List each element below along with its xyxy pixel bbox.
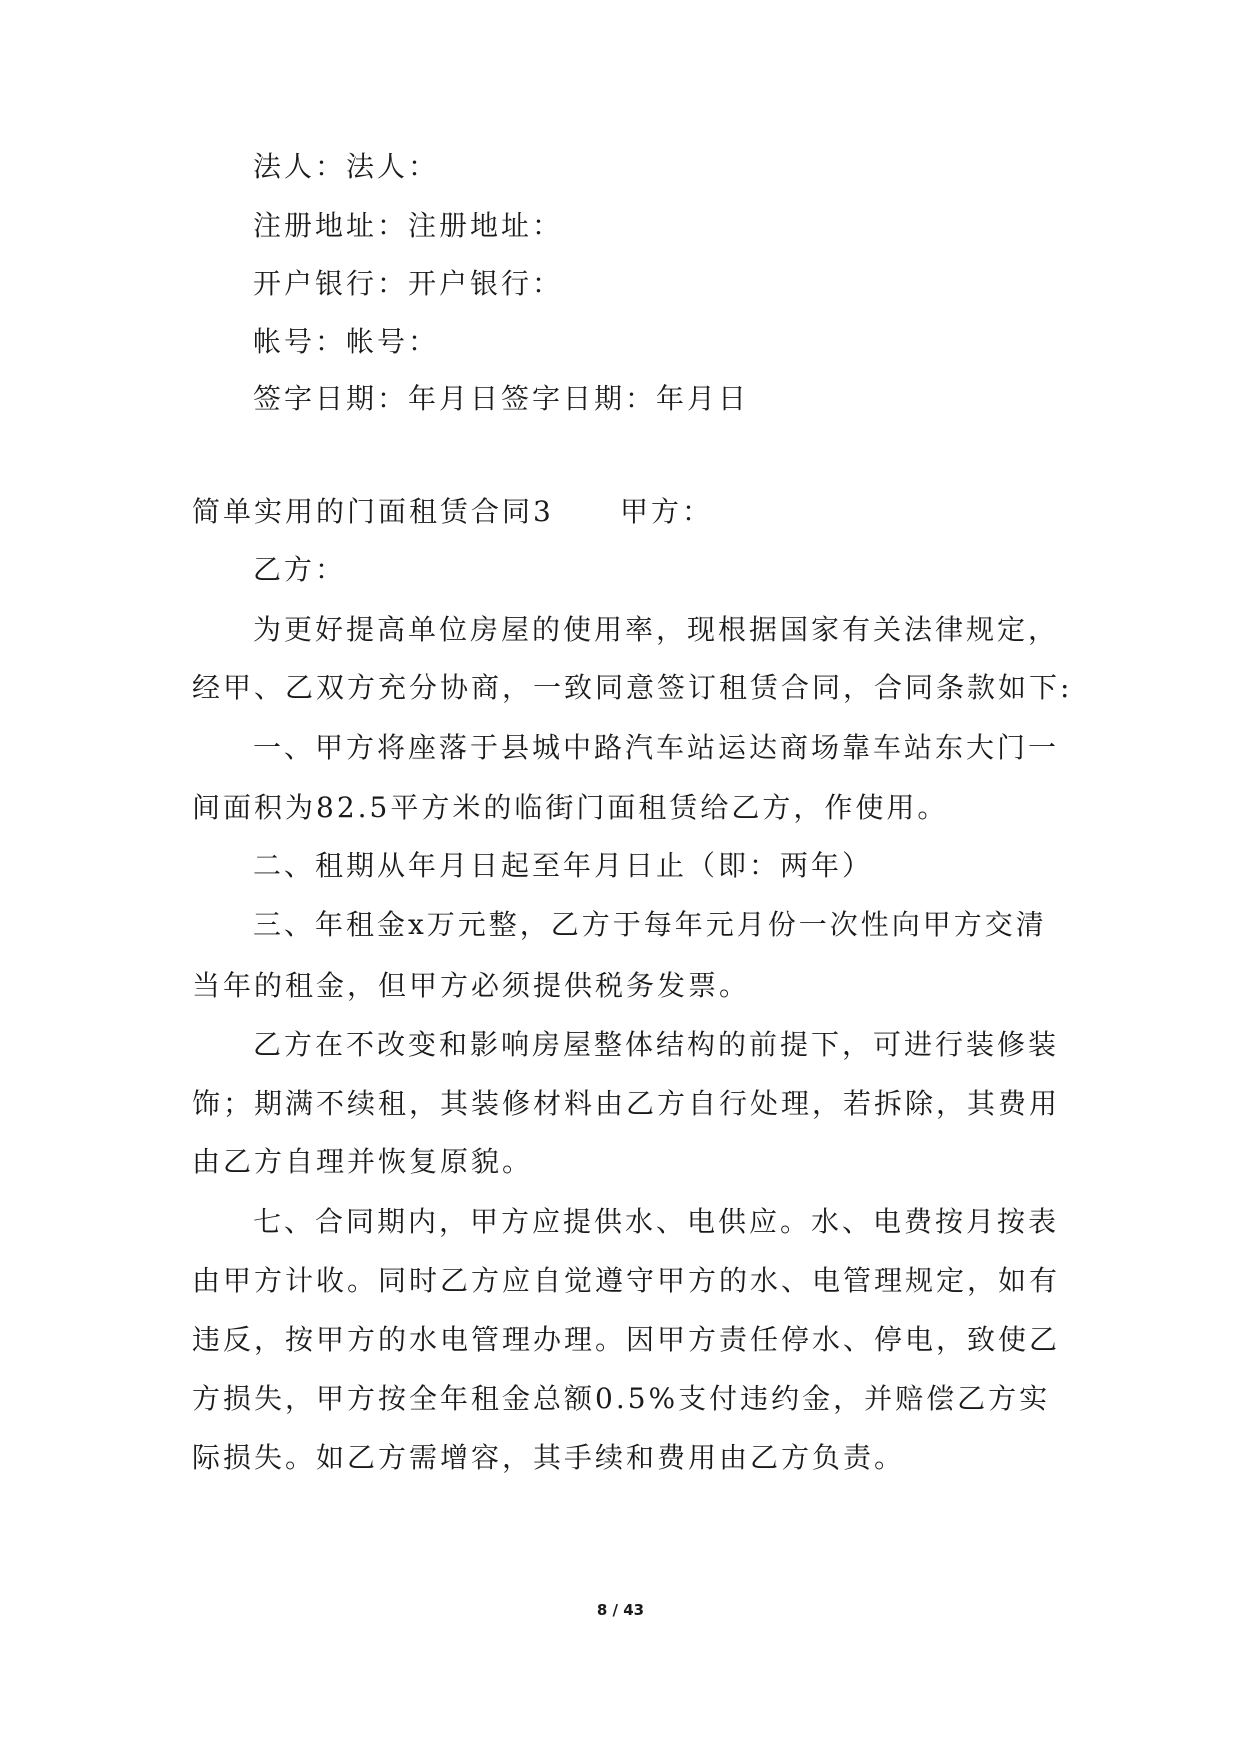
paragraph-line: 间面积为82.5平方米的临街门面租赁给乙方，作使用。	[192, 791, 949, 824]
paragraph-line: 由乙方自理并恢复原貌。	[192, 1145, 534, 1178]
page-number: 8 / 43	[596, 1601, 645, 1619]
paragraph-line: 方损失，甲方按全年租金总额0.5%支付违约金，并赔偿乙方实	[192, 1382, 1051, 1415]
paragraph-line: 七、合同期内，甲方应提供水、电供应。水、电费按月按表	[253, 1205, 1060, 1238]
text-line-legal-person: 法人：法人：	[253, 150, 440, 183]
paragraph-line: 当年的租金，但甲方必须提供税务发票。	[192, 969, 751, 1002]
text-line-bank: 开户银行：开户银行：	[253, 267, 564, 300]
paragraph-line: 经甲、乙双方充分协商，一致同意签订租赁合同，合同条款如下:	[192, 671, 1073, 704]
paragraph-line: 三、年租金x万元整，乙方于每年元月份一次性向甲方交清	[253, 908, 1047, 941]
paragraph-line: 饰；期满不续租，其装修材料由乙方自行处理，若拆除，其费用	[192, 1087, 1061, 1120]
paragraph-line: 违反，按甲方的水电管理办理。因甲方责任停水、停电，致使乙	[192, 1323, 1061, 1356]
paragraph-line: 乙方在不改变和影响房屋整体结构的前提下，可进行装修装	[253, 1028, 1060, 1061]
party-a-label: 甲方：	[620, 495, 714, 528]
paragraph-line: 二、租期从年月日起至年月日止（即：两年）	[253, 849, 874, 882]
contract-title: 简单实用的门面租赁合同3	[192, 495, 554, 528]
party-b-label: 乙方：	[253, 553, 347, 586]
text-line-sign-date: 签字日期：年月日签字日期：年月日	[253, 382, 750, 415]
text-line-account: 帐号：帐号：	[253, 325, 440, 358]
paragraph-line: 由甲方计收。同时乙方应自觉遵守甲方的水、电管理规定，如有	[192, 1264, 1061, 1297]
paragraph-line: 一、甲方将座落于县城中路汽车站运达商场靠车站东大门一	[253, 731, 1060, 764]
paragraph-line: 际损失。如乙方需增容，其手续和费用由乙方负责。	[192, 1441, 906, 1474]
text-line-registered-address: 注册地址：注册地址：	[253, 209, 564, 242]
paragraph-line: 为更好提高单位房屋的使用率，现根据国家有关法律规定，	[253, 613, 1060, 646]
